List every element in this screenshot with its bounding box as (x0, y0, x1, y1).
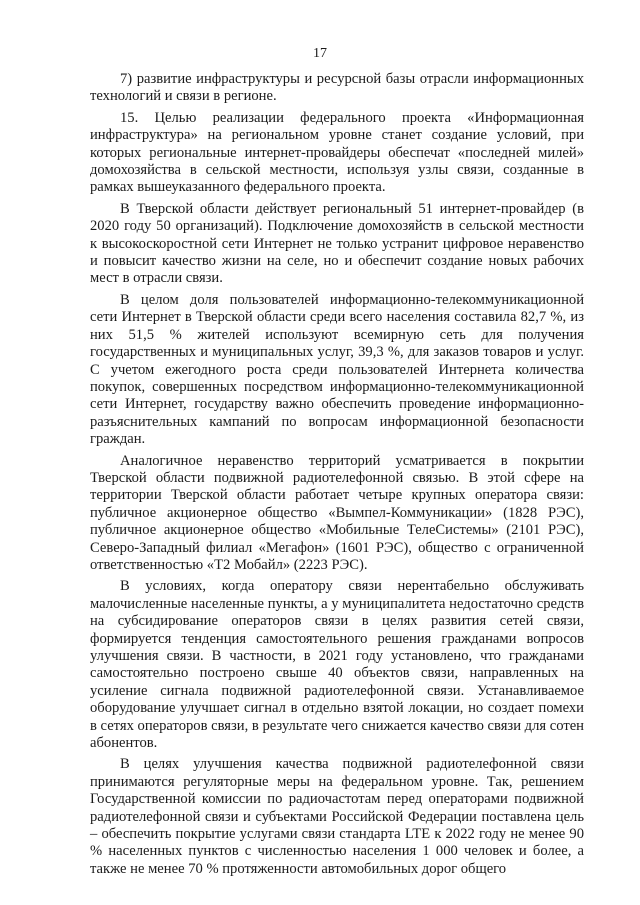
paragraph-federal-project-goal: 15. Целью реализации федерального проекта «Информационная инфраструктура» на региональном уровне станет создание условий, при которых региональные интернет-провайдеры обеспечат «последней милей» домохозяйства в сельской местности, используя узлы связи, созданные в рамках вышеуказанного федерального проекта. (90, 109, 584, 196)
paragraph-mobile-operators: Аналогичное неравенство территорий усматривается в покрытии Тверской области подвижной радиотелефонной связью. В этой сфере на территории Тверской области работает четыре крупных оператора связи: публичное акционерное общество «Вымпел-Коммуникации» (1828 РЭС), публичное акционерное общество «Мобильные ТелеСистемы» (2101 РЭС), Северо-Западный филиал «Мегафон» (1601 РЭС), общество с ограниченной ответственностью «Т2 Мобайл» (2223 РЭС). (90, 452, 584, 573)
paragraph-federal-regulation: В целях улучшения качества подвижной радиотелефонной связи принимаются регуляторные меры на федеральном уровне. Так, решением Государственной комиссии по радиочастотам перед операторами подвижной радиотелефонной связи и субъектами Российской Федерации поставлена цель – обеспечить покрытие услугами связи стандарта LTE к 2022 году не менее 90 % населенных пунктов с численностью населения 1 000 человек и более, а также не менее 70 % протяженности автомобильных дорог общего (90, 756, 584, 877)
page-number: 17 (313, 46, 327, 61)
paragraph-self-built-objects: В условиях, когда оператору связи нерентабельно обслуживать малочисленные населенные пункты, а у муниципалитета недостаточно средств на субсидирование операторов связи в целях развития сетей связи, формируется тенденция самостоятельного решения гражданами вопросов улучшения связи. В частности, в 2021 году установлено, что гражданами самостоятельно построено свыше 40 объектов связи, направленных на усиление сигнала подвижной радиотелефонной связи. Устанавливаемое оборудование улучшает сигнал в отдельно взятой локации, но создает помехи в сетях операторов связи, в результате чего снижается качество связи для сотен абонентов. (90, 578, 584, 752)
paragraph-internet-providers: В Тверской области действует региональный 51 интернет-провайдер (в 2020 году 50 организаций). Подключение домохозяйств в сельской местности к высокоскоростной сети Интернет не только устранит цифровое неравенство и повысит качество жизни на селе, но и обеспечит создание новых рабочих мест в отрасли связи. (90, 200, 584, 287)
paragraph-internet-users-share: В целом доля пользователей информационно-телекоммуникационной сети Интернет в Тверской области среди всего населения составила 82,7 %, из них 51,5 % жителей используют всемирную сеть для получения государственных и муниципальных услуг, 39,3 %, для заказов товаров и услуг. С учетом ежегодного роста среди пользователей Интернета количества покупок, совершенных посредством информационно-телекоммуникационной сети Интернет, государству важно обеспечить проведение информационно-разъяснительных кампаний по вопросам информационной безопасности граждан. (90, 291, 584, 448)
document-body (90, 71, 584, 878)
paragraph-item-7: 7) развитие инфраструктуры и ресурсной базы отрасли информационных технологий и связи в регионе. (90, 71, 584, 105)
